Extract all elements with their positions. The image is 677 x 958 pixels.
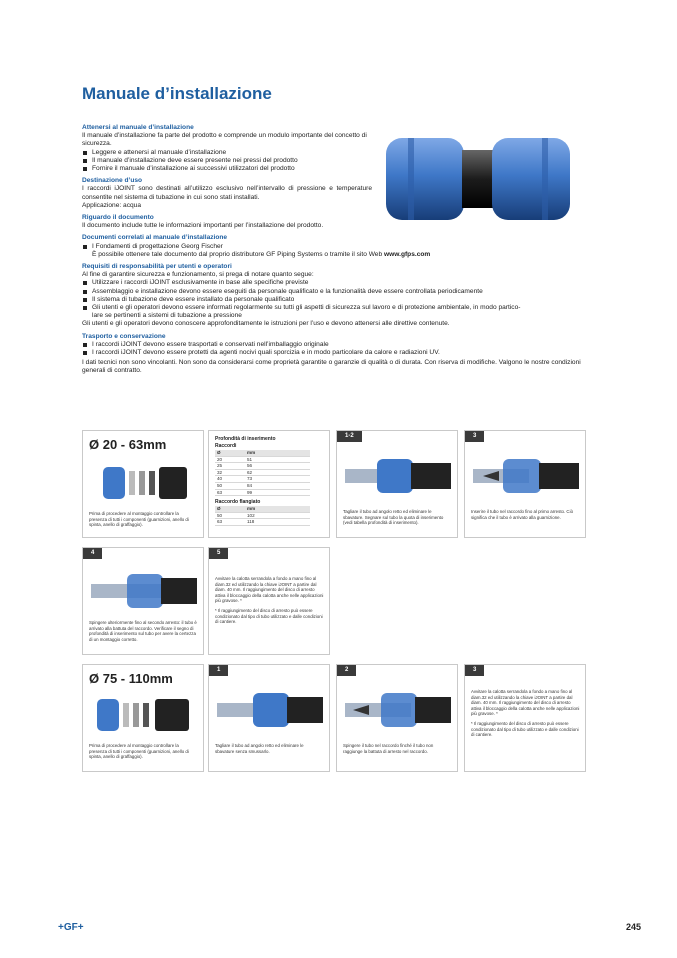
section-heading: Attenersi al manuale d’installazione — [82, 124, 194, 131]
step-tab: 3 — [465, 665, 484, 676]
step-caption: Tagliare il tubo ad angolo retto ed eliminare le sbavature. Segnare sul tubo la quota di inserimento (vedi tabella profondità di inserimento). — [343, 509, 444, 526]
bullet-item: Il sistema di tubazione deve essere installato da personale qualificato — [82, 296, 582, 304]
step-caption: Inserire il tubo nel raccordo fino al primo arresto. Ciò significa che il tubo è arrivato alla guarnizione. — [471, 509, 574, 520]
paragraph: Il manuale d’installazione fa parte del prodotto e comprende un modulo importante del concetto di sicurezza. — [82, 132, 367, 148]
page-title: Manuale d’installazione — [82, 84, 272, 103]
table-row: 20 51 — [215, 457, 310, 464]
step-caption: Tagliare il tubo ad angolo retto ed eliminare le sbavature senza smussarlo. — [215, 743, 304, 754]
panel-step-1-2 — [336, 430, 458, 538]
website-link[interactable]: www.gfps.com — [383, 250, 431, 258]
fitting-parts-icon — [101, 461, 191, 505]
pipe-insertion-icon — [91, 566, 197, 618]
section-heading: Riguardo il documento — [82, 214, 154, 222]
bullet-item: Fornire il manuale d’installazione ai successivi utilizzatori del prodotto — [82, 165, 372, 173]
table-header-row: Ø mm — [215, 506, 310, 513]
section-heading: Documenti correlati al manuale d’installazione — [82, 234, 228, 242]
table-subtitle: Raccordi — [215, 443, 237, 449]
table-row: 63 118 — [215, 519, 310, 526]
section-heading: Requisiti di responsabilità per utenti e operatori — [82, 263, 232, 271]
step-tab: 1-2 — [337, 431, 362, 442]
pipe-insertion-icon — [345, 685, 451, 737]
bullet-item: I raccordi iJOINT devono essere trasportati e conservati nell’imballaggio originale — [82, 341, 582, 349]
section-heading: Destinazione d’uso — [82, 177, 143, 185]
step-caption: Spingere ulteriormente fino al secondo arresto: il tubo è arrivato alla battuta del raccordo. Verificare il segno di profondità di inserimento sul tubo per avere la certezza di un montaggio corretto. — [89, 620, 197, 642]
table-row: 50 102 — [215, 513, 310, 520]
section-heading: Trasporto e conservazione — [82, 332, 166, 340]
panel-heading: Ø 75 - 110mm — [89, 671, 173, 686]
paragraph: Al fine di garantire sicurezza e funzionamento, si prega di notare quanto segue: — [82, 271, 314, 279]
table-row: 40 73 — [215, 476, 310, 483]
bullet-continuation: lare se pertinenti a sistemi di tubazione a pressione — [92, 312, 242, 320]
table-row: 32 62 — [215, 470, 310, 477]
page-number: 245 — [626, 922, 642, 932]
bullet-item: Assemblaggio e installazione devono essere eseguiti da personale qualificato e la funzionalità deve essere controllata periodicamente — [82, 288, 582, 296]
table-row: 25 56 — [215, 463, 310, 470]
step-tab: 2 — [337, 665, 356, 676]
paragraph: Applicazione: acqua — [82, 201, 142, 209]
step-tab: 5 — [209, 548, 228, 559]
paragraph: I raccordi iJOINT sono destinati all’utilizzo esclusivo nell’intervallo di pressione e temperature consentite nel sistema di tubazione in cui sono stati installati. — [82, 185, 372, 201]
bullet-item: Utilizzare i raccordi iJOINT esclusivamente in base alle specifiche previste — [82, 279, 582, 287]
table-row: 63 99 — [215, 490, 310, 497]
bullet-item: Gli utenti e gli operatori devono essere informati regolarmente su tutti gli aspetti di sicurezza sul lavoro e di protezione ambientale, in modo partico- — [82, 304, 582, 312]
panel-step-5 — [208, 547, 330, 655]
disclaimer: I dati tecnici non sono vincolanti. Non sono da considerarsi come proprietà garantite o garanzie di qualità o di durata. Con riserva di modifiche. Valgono le nostre condizioni generali di contratto. — [82, 359, 581, 375]
step-tab: 1 — [209, 665, 228, 676]
step-tab: 4 — [83, 548, 102, 559]
pipe-insertion-icon — [217, 685, 323, 737]
fitting-parts-icon — [95, 693, 195, 737]
panel-heading: Ø 20 - 63mm — [89, 437, 167, 452]
step-caption: Avvitare la calotta serrandola a fondo a mano fino al diam.32 ed utilizzando la chiave iJOINT a partire dal diam. 40 mm. Il raggiungimento del disco di arresto attiva il bloccaggio della calotta anche nelle applicazioni più gravose. * * Il raggiungimento del disco di arresto può essere condizionato dal tipo di tubo utilizzato e dalle condizioni di cantiere. — [215, 576, 324, 625]
table-row: 50 84 — [215, 483, 310, 490]
pipe-insertion-icon — [345, 449, 451, 505]
panel-insertion-depth — [208, 430, 330, 538]
paragraph: Il documento include tutte le informazioni importanti per l’installazione del prodotto. — [82, 222, 324, 230]
panel-caption: Prima di procedere al montaggio controllare la presenza di tutti i componenti (guarnizioni, anello di spinta, anello di graffaggio). — [89, 511, 189, 528]
bullet-item: I Fondamenti di progettazione Georg Fischer — [82, 243, 372, 251]
bullet-item: Il manuale d’installazione deve essere presente nei pressi del prodotto — [82, 157, 372, 165]
step-caption: Avvitare la calotta serrandola a fondo a mano fino al diam.32 ed utilizzando la chiave iJOINT a partire dal diam. 40 mm. Il raggiungimento del disco di arresto attiva il bloccaggio della calotta anche nelle applicazioni più gravose. * * Il raggiungimento del disco di arresto può essere condizionato dal tipo di tubo utilizzato e dalle condizioni di cantiere. — [471, 689, 580, 738]
panel-large-step-2 — [336, 664, 458, 772]
paragraph: È possibile ottenere tale documento dal proprio distributore GF Piping Systems o tramite il sito Web www.gfps.com — [92, 250, 431, 258]
panel-step-4 — [82, 547, 204, 655]
panel-large-step-1 — [208, 664, 330, 772]
pipe-insertion-icon — [473, 449, 579, 505]
panel-large-step-3 — [464, 664, 586, 772]
step-tab: 3 — [465, 431, 484, 442]
panel-small-intro — [82, 430, 204, 538]
gf-logo: +GF+ — [58, 922, 84, 933]
table-title: Profondità di inserimento — [215, 436, 276, 442]
paragraph: Gli utenti e gli operatori devono conoscere approfonditamente le istruzioni per l’uso e devono attenersi alle direttive contenute. — [82, 320, 450, 328]
panel-large-intro — [82, 664, 204, 772]
table-header-row: Ø mm — [215, 450, 310, 457]
panel-caption: Prima di procedere al montaggio controllare la presenza di tutti i componenti (guarnizioni, anello di spinta, anello di graffaggio). — [89, 743, 189, 760]
table-subtitle: Raccordo flangiato — [215, 499, 261, 506]
coupling-fitting-image — [378, 128, 578, 228]
panel-step-3 — [464, 430, 586, 538]
step-caption: Spingere il tubo nel raccordo finché il tubo non raggiunge la battuta di arresto nel raccordo. — [343, 743, 434, 754]
bullet-item: I raccordi iJOINT devono essere protetti da agenti nocivi quali sporcizia e in modo particolare da calore e radiazioni UV. — [82, 349, 582, 357]
bullet-item: Leggere e attenersi al manuale d’installazione — [82, 149, 372, 157]
